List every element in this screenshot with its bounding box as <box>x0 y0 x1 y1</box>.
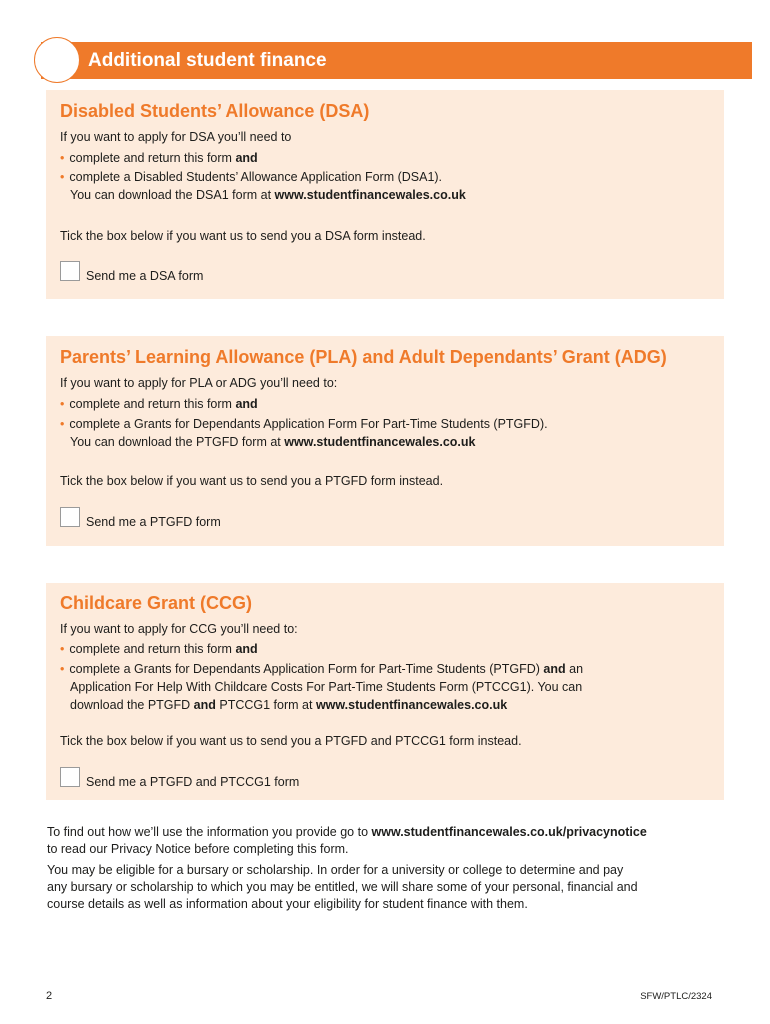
bullet-icon: • <box>60 397 65 411</box>
bullet-icon: • <box>60 662 65 676</box>
ccg-section <box>46 583 724 800</box>
ptgfd-form-checkbox[interactable] <box>60 507 80 527</box>
pla-intro: If you want to apply for PLA or ADG you’ll need to: <box>60 376 338 390</box>
pla-bullet-2: • complete a Grants for Dependants Application Form For Part-Time Students (PTGFD). <box>60 417 548 431</box>
pla-website-link[interactable]: www.studentfinancewales.co.uk <box>284 435 476 449</box>
dsa-heading: Disabled Students’ Allowance (DSA) <box>60 101 370 121</box>
dsa-download-line: You can download the DSA1 form at www.studentfinancewales.co.uk <box>70 188 466 202</box>
pla-tick-instruction: Tick the box below if you want us to send you a PTGFD form instead. <box>60 474 444 488</box>
ccg-heading: Childcare Grant (CCG) <box>60 593 253 613</box>
bullet-icon: • <box>60 417 65 431</box>
ptgfd-ptccg1-form-checkbox[interactable] <box>60 767 80 787</box>
ccg-bullet-2-line-2: Application For Help With Childcare Costs For Part-Time Students Form (PTCCG1). You can <box>70 680 583 694</box>
privacy-notice-link[interactable]: www.studentfinancewales.co.uk/privacynotice <box>371 825 647 839</box>
privacy-notice-line-2: to read our Privacy Notice before completing this form. <box>47 842 349 856</box>
ptgfd-form-checkbox-label: Send me a PTGFD form <box>86 515 221 529</box>
ccg-website-link[interactable]: www.studentfinancewales.co.uk <box>315 698 508 712</box>
bullet-icon: • <box>60 642 65 656</box>
dsa-website-link[interactable]: www.studentfinancewales.co.uk <box>274 188 466 202</box>
bursary-line-2: any bursary or scholarship to which you may be entitled, we will share some of your personal, financial and <box>47 880 638 894</box>
dsa-intro: If you want to apply for DSA you’ll need to <box>60 130 292 144</box>
page-number: 2 <box>46 990 53 1002</box>
dsa-bullet-1: • complete and return this form and <box>60 151 258 165</box>
pla-bullet-1: • complete and return this form and <box>60 397 258 411</box>
page-title: Additional student finance <box>88 50 327 71</box>
dsa-form-checkbox-label: Send me a DSA form <box>86 269 204 283</box>
pla-download-line: You can download the PTGFD form at www.studentfinancewales.co.uk <box>70 435 476 449</box>
bursary-line-3: course details as well as information about your eligibility for student finance with them. <box>47 897 528 911</box>
bullet-icon: • <box>60 151 65 165</box>
ccg-bullet-1: • complete and return this form and <box>60 642 258 656</box>
privacy-notice-line-1: To find out how we’ll use the information you provide go to www.studentfinancewales.co.uk/privacynotice <box>47 825 647 839</box>
ccg-tick-instruction: Tick the box below if you want us to send you a PTGFD and PTCCG1 form instead. <box>60 734 522 748</box>
ccg-intro: If you want to apply for CCG you’ll need to: <box>60 622 298 636</box>
dsa-tick-instruction: Tick the box below if you want us to send you a DSA form instead. <box>60 229 426 243</box>
dsa-bullet-2: • complete a Disabled Students’ Allowance Application Form (DSA1). <box>60 170 443 184</box>
pla-adg-heading: Parents’ Learning Allowance (PLA) and Adult Dependants’ Grant (ADG) <box>60 347 667 367</box>
ccg-download-line: download the PTGFD and PTCCG1 form at www.studentfinancewales.co.uk <box>70 698 508 712</box>
header-circle-decoration <box>34 37 80 83</box>
ccg-bullet-2: • complete a Grants for Dependants Application Form for Part-Time Students (PTGFD) and an <box>60 662 584 676</box>
ptgfd-ptccg1-form-checkbox-label: Send me a PTGFD and PTCCG1 form <box>86 775 300 789</box>
bullet-icon: • <box>60 170 65 184</box>
form-reference: SFW/PTLC/2324 <box>640 991 712 1002</box>
dsa-form-checkbox[interactable] <box>60 261 80 281</box>
dsa-section <box>46 90 724 299</box>
bursary-line-1: You may be eligible for a bursary or scholarship. In order for a university or college to determine and pay <box>47 863 624 877</box>
pla-adg-section <box>46 336 724 546</box>
